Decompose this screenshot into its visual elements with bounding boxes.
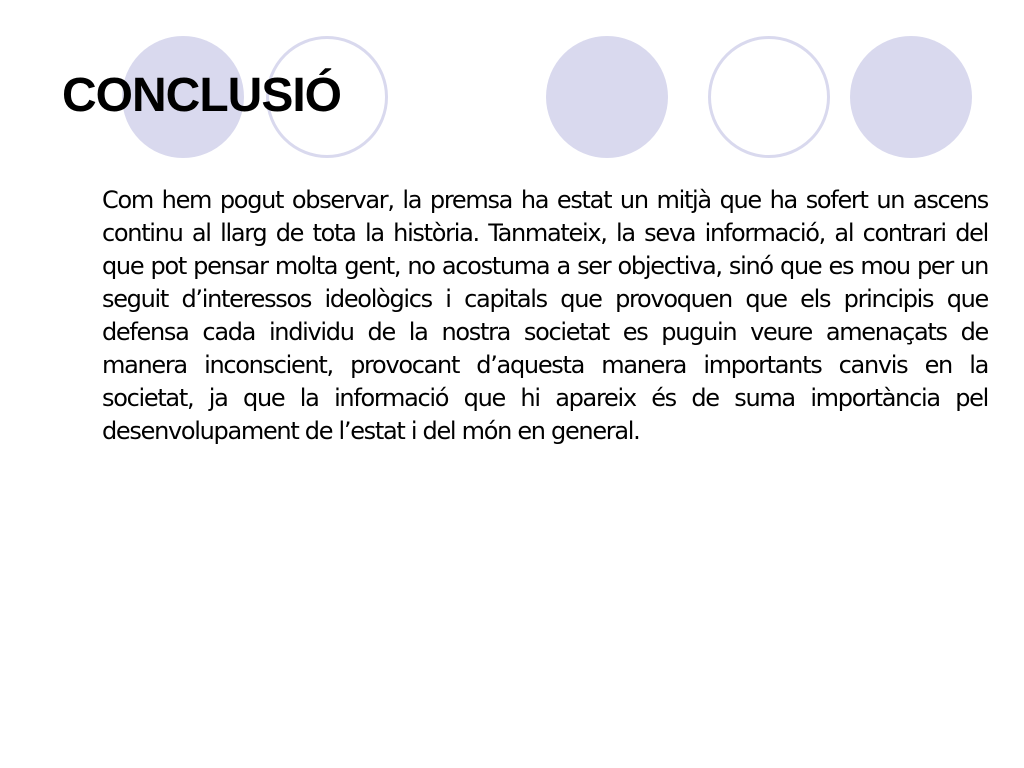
decorative-circle-outline: [708, 36, 830, 158]
decorative-circle-filled: [850, 36, 972, 158]
slide-body-text: Com hem pogut observar, la premsa ha estat un mitjà que ha sofert un ascens continu al llarg de tota la història. Tanmateix, la seva informació, al contrari del que pot pensar molta gent, no acostuma a ser objectiva, sinó que es mou per un seguit d’interessos ideològics i capitals que provoquen que els principis que defensa cada individu de la nostra societat es puguin veure amenaçats de manera inconscient, provocant d’aquesta manera importants canvis en la societat, ja que la informació que hi apareix és de suma importància pel desenvolupament de l’estat i del món en general.: [102, 186, 988, 445]
slide-title: CONCLUSIÓ: [62, 69, 341, 122]
decorative-circle-filled: [546, 36, 668, 158]
